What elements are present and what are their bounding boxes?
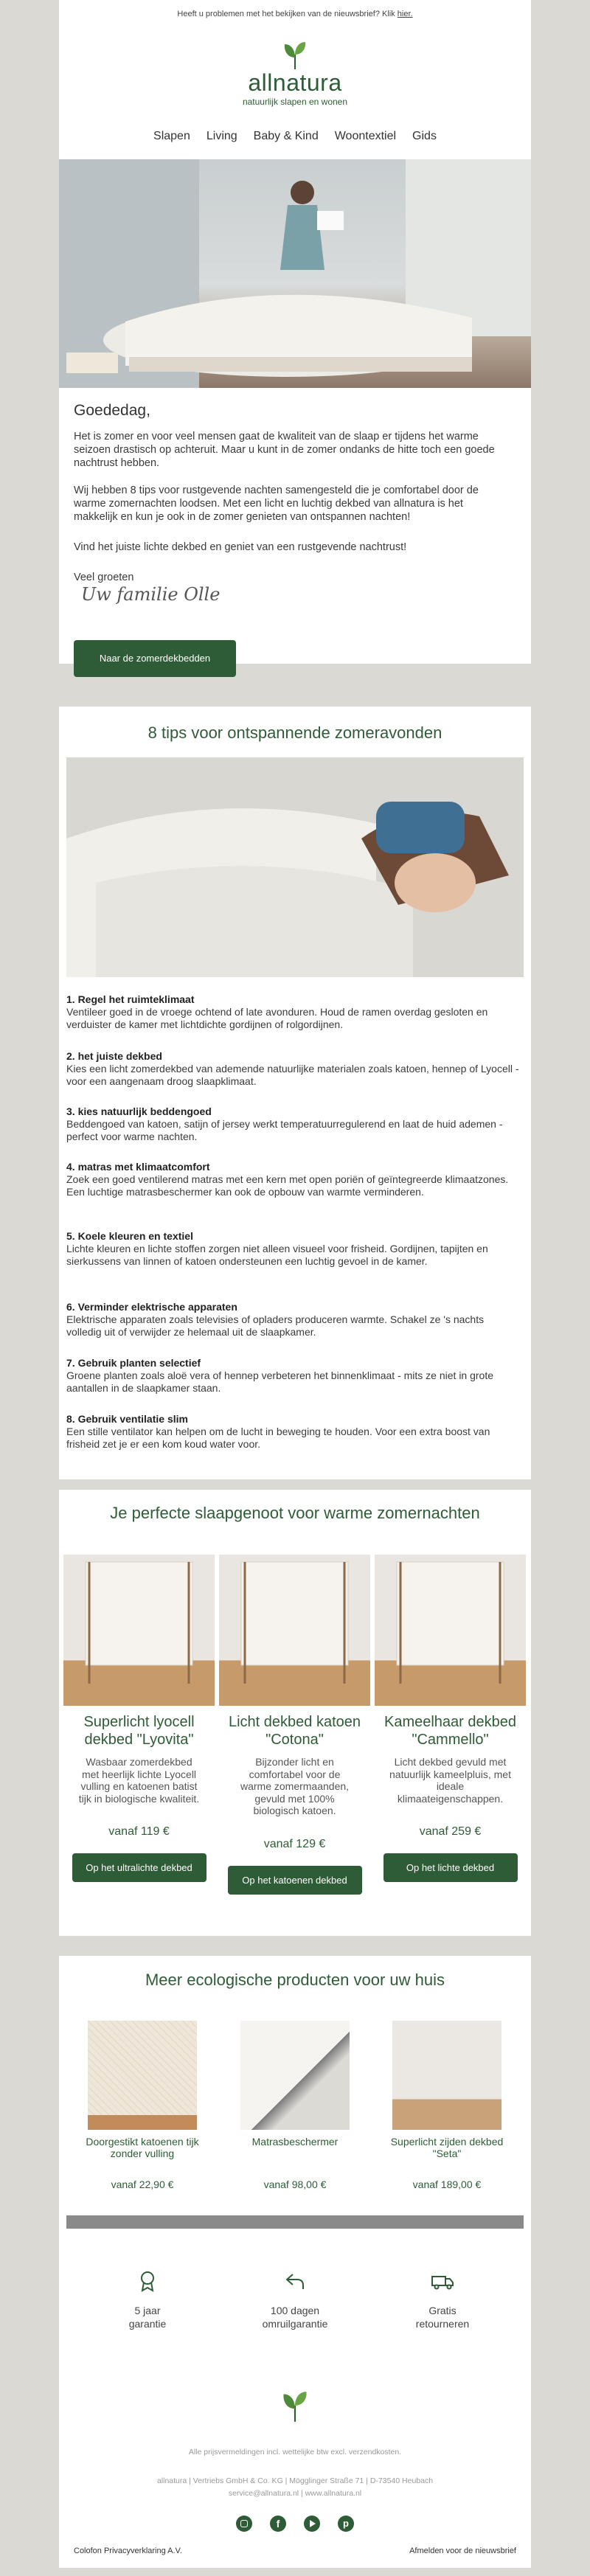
product-title[interactable]: Matrasbeschermer [251,2136,339,2148]
product-card-cotona [219,1555,370,1895]
product-price: vanaf 189,00 € [412,2179,482,2190]
tip-title: 7. Gebruik planten selectief [66,1357,201,1369]
view-online-link[interactable]: hier. [397,10,413,18]
tip-text: Lichte kleuren en lichte stoffen zorgen niet alleen visueel voor frisheid. Gordijnen, tapijten en sierkussens van linnen of katoen ondersteunen een luchtig gevoel in de kamer. [66,1243,488,1267]
tip-5 [66,1230,520,1268]
topbar-text: Heeft u problemen met het bekijken van de nieuwsbrief? Klik [177,10,395,18]
main-nav [59,130,531,143]
summer-duvets-button[interactable]: Naar de zomerdekbedden [74,640,236,677]
intro-paragraph-2: Wij hebben 8 tips voor rustgevende nachten samengesteld die je comfortabel door de warme zomernachten loodsen. Met een licht en luchtig dekbed van allnatura is het makkelijk en kun je ook in de zomer genieten van ontspannen nachten! [74,485,479,523]
vat-note: Alle prijsvermeldingen incl. wettelijke btw excl. verzendkosten. [188,2448,402,2457]
divider-bar [66,2215,524,2229]
nav-item-woontextiel[interactable]: Woontextiel [334,130,397,142]
tip-1 [66,993,520,1031]
signature: Uw familie Olle [81,584,221,605]
return-arrow-icon [284,2270,306,2292]
tips-image[interactable] [66,757,524,977]
tip-3 [66,1105,520,1143]
social-links [59,2516,531,2532]
legal-links[interactable]: Colofon Privacyverklaring A.V. [74,2547,182,2555]
instagram-icon[interactable] [236,2516,252,2532]
hero-bedroom-illustration [59,159,531,388]
tip-text: Ventileer goed in de vroege ochtend of late avonduren. Houd de ramen overdag gesloten en verduister de kamer met lichtdichte gordijnen of rolgordijnen. [66,1006,488,1030]
usp-line1: 5 jaar [134,2305,161,2316]
header-card [59,0,531,664]
product-title[interactable]: Kameelhaar dekbed "Cammello" [384,1714,516,1748]
regards: Veel groeten [74,572,134,583]
leaf-footer-icon[interactable] [280,2391,310,2423]
tip-title: 8. Gebruik ventilatie slim [66,1413,188,1425]
company-address: allnatura | Vertriebs GmbH & Co. KG | Mögglinger Straße 71 | D-73540 Heubach [156,2476,434,2485]
product-description: Licht dekbed gevuld met natuurlijk kameelpluis, met ideale klimaateigenschappen. [389,1756,511,1805]
product-image[interactable] [88,2021,197,2130]
tip-title: 1. Regel het ruimteklimaat [66,993,195,1005]
tip-title: 2. het juiste dekbed [66,1050,162,1062]
tip-text: Kies een licht zomerdekbed van ademende natuurlijke materialen zoals katoen, hennep of Lyocell - voor een aangenaam droog slaapklimaat. [66,1063,519,1087]
usp-line1: Gratis [428,2305,457,2316]
duvet-on-rack-illustration [63,1555,215,1706]
product-image[interactable] [392,2021,502,2130]
contact-links[interactable]: service@allnatura.nl | www.allnatura.nl [228,2489,362,2498]
award-icon [138,2270,157,2292]
eco-product-tijk [80,2021,205,2190]
nav-item-slapen[interactable]: Slapen [153,130,190,142]
products-card [59,1490,531,1936]
brand-tagline: natuurlijk slapen en wonen [242,97,348,107]
tip-text: Elektrische apparaten zoals televisies of opladers produceren warmte. Schakel ze 's nachts volledig uit of verwijder ze helemaal uit de slaapkamer. [66,1313,485,1338]
eco-card [59,1956,531,2568]
tip-text: Een stille ventilator kan helpen om de lucht in beweging te houden. Voor een extra boost van frisheid zet je er een kom koud water voor. [66,1426,490,1450]
usp-line2: garantie [128,2318,167,2330]
nav-item-baby-kind[interactable]: Baby & Kind [253,130,319,142]
tip-text: Groene planten zoals aloë vera of hennep verbeteren het binnenklimaat - mits ze niet in grote aantallen in de slaapkamer staan. [66,1369,494,1394]
eco-product-seta [384,2021,510,2190]
duvet-on-rack-illustration [219,1555,370,1706]
product-title[interactable]: Superlicht zijden dekbed "Seta" [390,2136,504,2159]
tip-title: 4. matras met klimaatcomfort [66,1161,210,1173]
usp-line2: omruilgarantie [262,2318,328,2330]
logo[interactable] [59,41,531,107]
tip-7 [66,1357,520,1395]
brand-name: allnatura [248,69,342,96]
intro-paragraph-3: Vind het juiste lichte dekbed en geniet van een rustgevende nachtrust! [74,541,407,553]
eco-heading: Meer ecologische producten voor uw huis [145,1971,445,1989]
product-image[interactable] [375,1555,526,1706]
hero-image[interactable] [59,159,531,388]
product-price: vanaf 129 € [263,1837,326,1850]
usp-line2: retourneren [415,2318,470,2330]
eco-product-matrasbeschermer [232,2021,358,2190]
product-card-lyovita [63,1555,215,1882]
product-title[interactable]: Superlicht lyocell dekbed "Lyovita" [83,1714,195,1748]
topbar [59,10,531,18]
product-card-cammello [375,1555,526,1882]
usp-returns [391,2270,494,2330]
facebook-icon[interactable]: f [270,2516,286,2532]
product-image[interactable] [240,2021,350,2130]
greeting: Goededag, [74,402,150,419]
usp-guarantee [96,2270,199,2330]
tips-card [59,707,531,1479]
duvet-on-rack-illustration [375,1555,526,1706]
unsubscribe-link[interactable]: Afmelden voor de nieuwsbrief [409,2547,516,2555]
youtube-icon[interactable] [304,2516,320,2532]
product-image[interactable] [63,1555,215,1706]
product-description: Wasbaar zomerdekbed met heerlijk lichte Lyocell vulling en katoenen batist tijk in biologische kwaliteit. [78,1756,200,1805]
product-title[interactable]: Doorgestikt katoenen tijk zonder vulling [86,2136,199,2159]
product-price: vanaf 259 € [419,1825,482,1838]
tip-8 [66,1413,520,1451]
tip-6 [66,1301,520,1339]
product-description: Bijzonder licht en comfortabel voor de warme zomermaanden, gevuld met 100% biologisch katoen. [240,1756,350,1816]
pinterest-icon[interactable]: p [338,2516,354,2532]
nav-item-living[interactable]: Living [206,130,237,142]
product-price: vanaf 119 € [108,1825,170,1838]
nav-item-gids[interactable]: Gids [412,130,437,142]
tip-2 [66,1050,520,1088]
leaf-logo-icon [282,41,308,71]
usp-line1: 100 dagen [270,2305,320,2316]
tip-title: 3. kies natuurlijk beddengoed [66,1105,212,1117]
product-button[interactable]: Op het katoenen dekbed [228,1866,362,1895]
intro-paragraph-1: Het is zomer en voor veel mensen gaat de kwaliteit van de slaap er tijdens het warme seizoen drastisch op achteruit. Maar u kunt in de zomer ondanks de hitte toch een goede nachtrust hebben. [74,431,495,469]
tips-heading: 8 tips voor ontspannende zomeravonden [148,723,442,742]
woman-in-bed-illustration [66,757,524,977]
product-button[interactable]: Op het ultralichte dekbed [72,1853,206,1882]
product-title[interactable]: Licht dekbed katoen "Cotona" [228,1714,361,1748]
products-heading: Je perfecte slaapgenoot voor warme zomernachten [110,1504,480,1522]
tip-text: Beddengoed van katoen, satijn of jersey werkt temperatuurregulerend en laat de huid ademen - perfect voor warme nachten. [66,1118,503,1142]
usp-exchange [243,2270,347,2330]
product-price: vanaf 22,90 € [111,2179,174,2190]
tip-title: 5. Koele kleuren en textiel [66,1230,193,1242]
truck-icon [430,2270,455,2292]
tip-text: Zoek een goed ventilerend matras met een kern met open poriën of geïntegreerde klimaatzones. Een luchtige matrasbeschermer kan ook de opbouw van warmte verminderen. [66,1173,509,1198]
tip-title: 6. Verminder elektrische apparaten [66,1301,237,1313]
tip-4 [66,1161,520,1198]
product-price: vanaf 98,00 € [263,2179,327,2190]
product-button[interactable]: Op het lichte dekbed [384,1853,518,1882]
product-image[interactable] [219,1555,370,1706]
